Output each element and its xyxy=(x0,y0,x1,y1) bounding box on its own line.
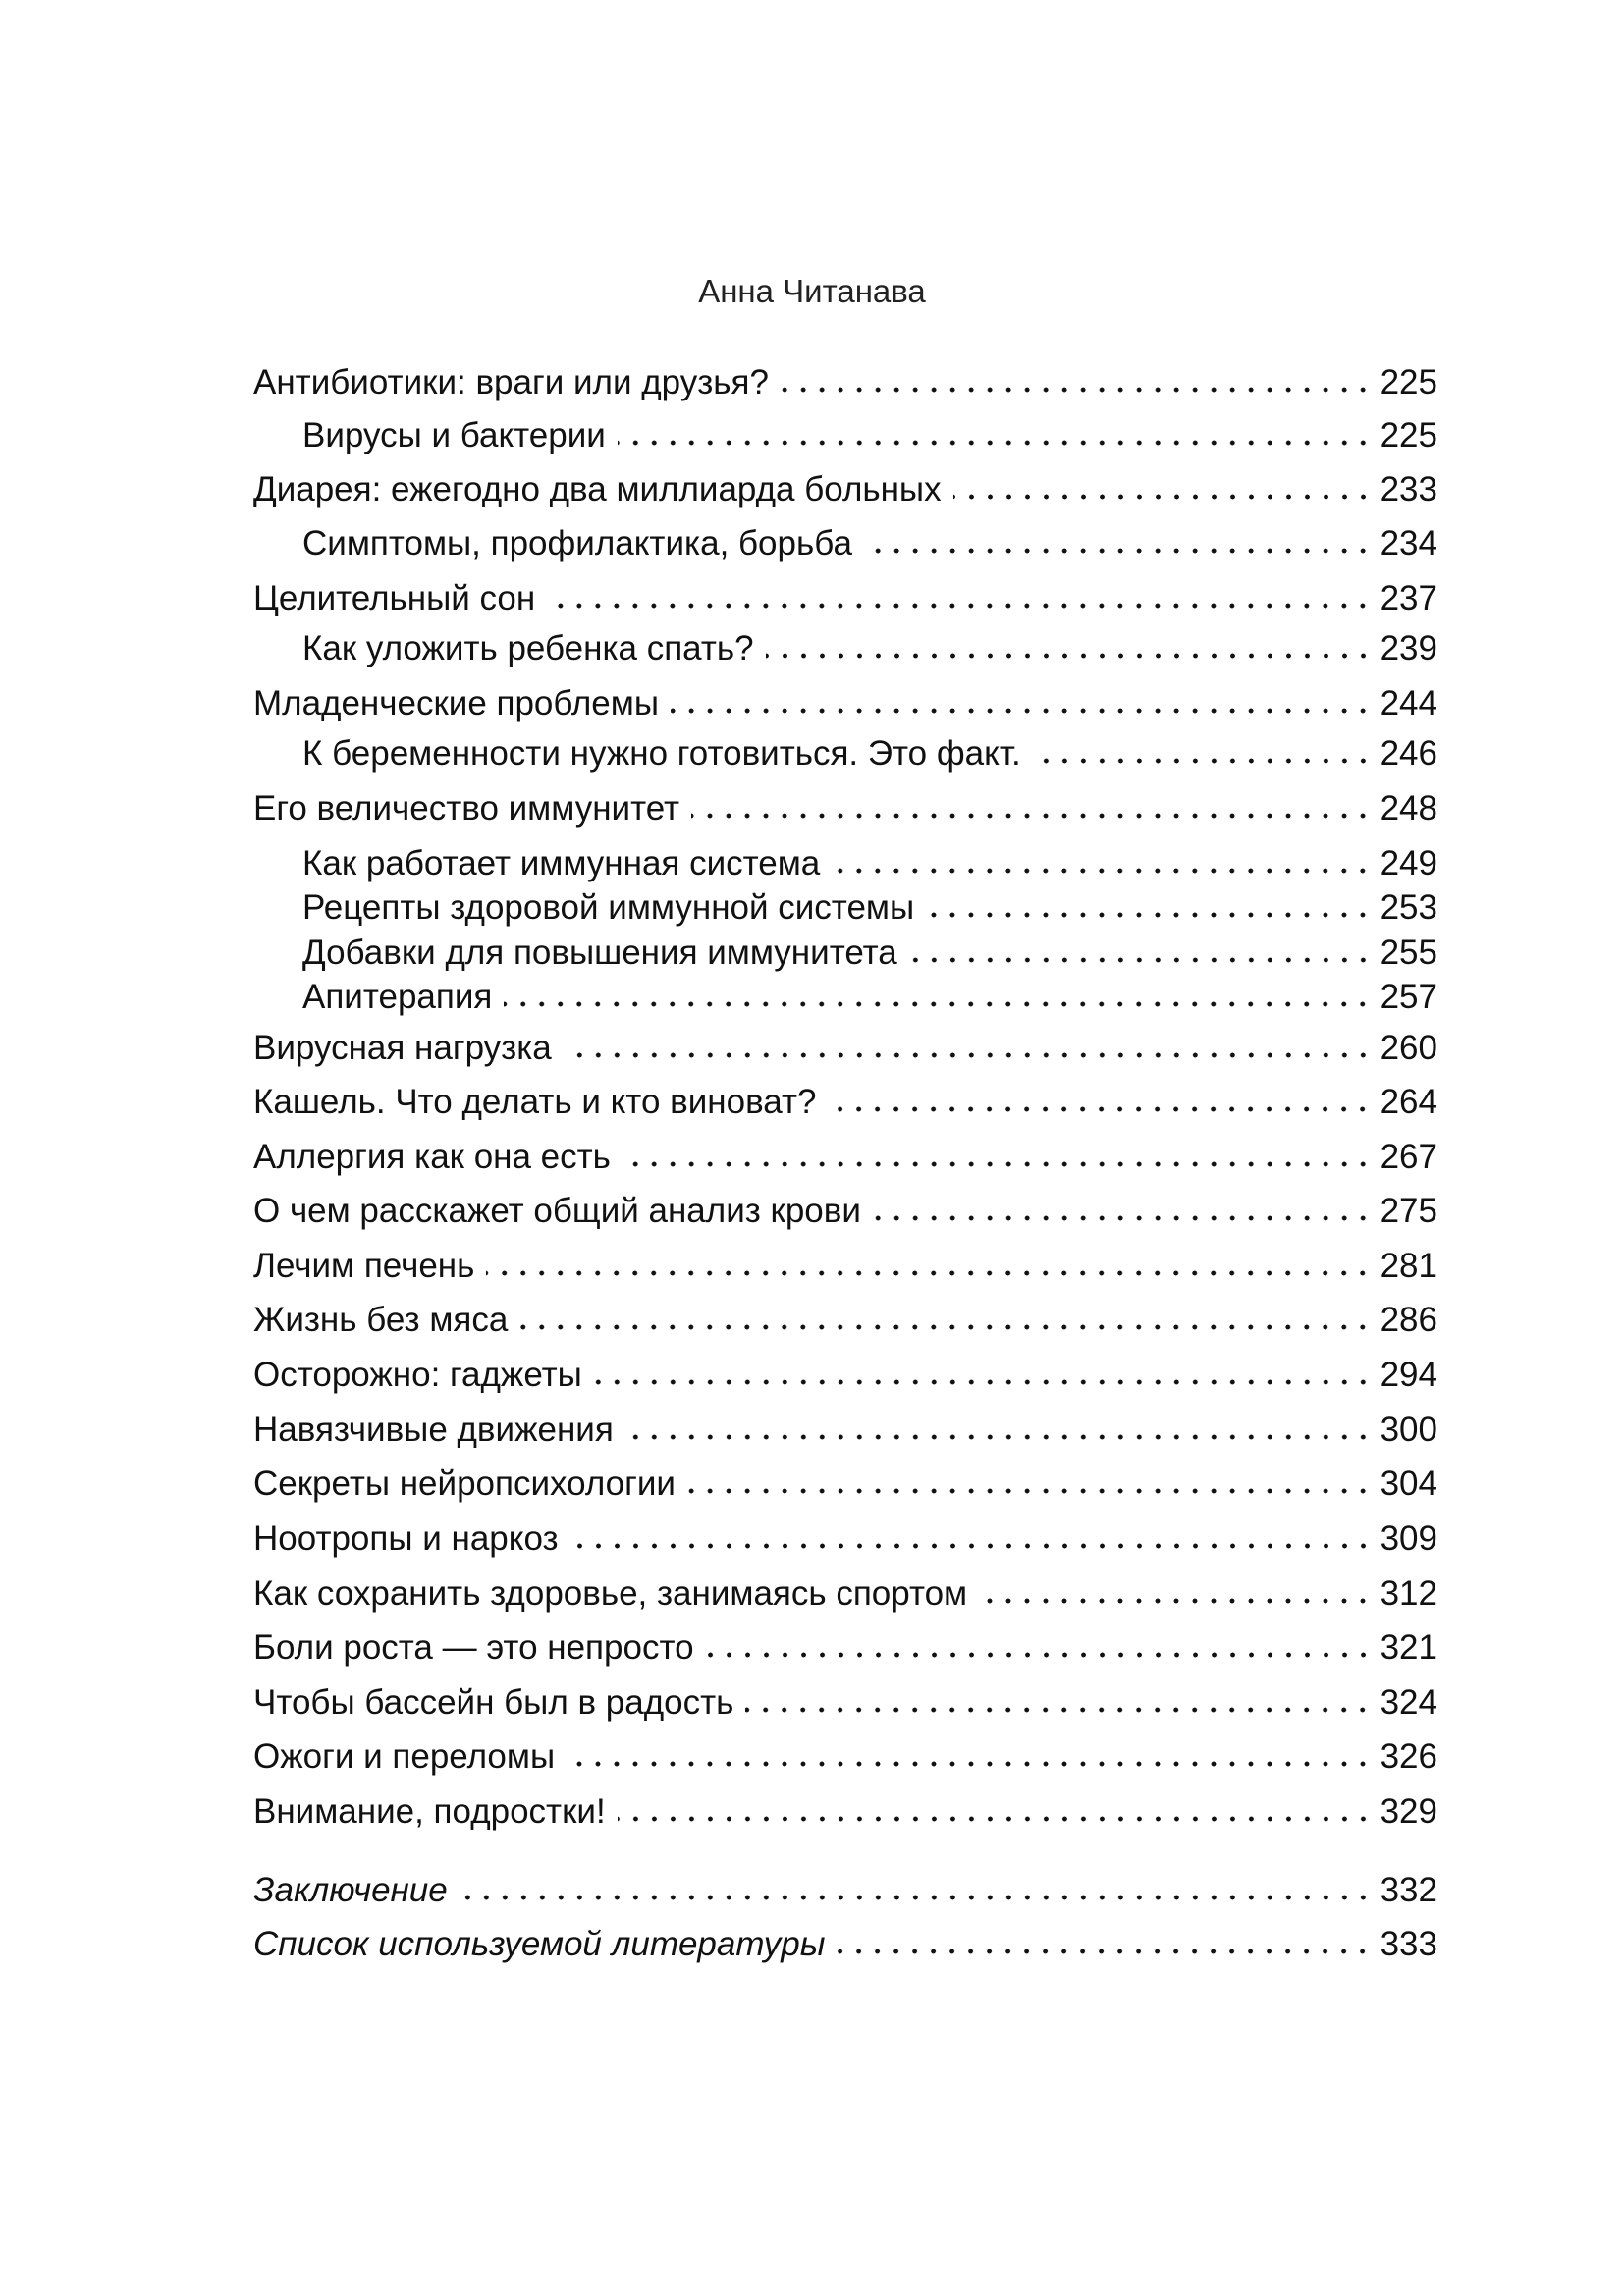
toc-entry-page: 234 xyxy=(1380,524,1437,562)
dot-leader xyxy=(625,1431,1373,1443)
toc-subentry xyxy=(302,885,1437,931)
toc-entry-page: 239 xyxy=(1380,629,1437,667)
toc-entry-page: 264 xyxy=(1380,1083,1437,1121)
dot-leader xyxy=(691,810,1373,822)
toc-entry-page: 257 xyxy=(1380,978,1437,1016)
toc-entry xyxy=(253,1080,1437,1125)
dot-leader xyxy=(547,600,1372,612)
toc-entry-title: Младенческие проблемы xyxy=(253,684,659,722)
toc-entry xyxy=(253,360,1437,405)
toc-entry-page: 281 xyxy=(1380,1247,1437,1285)
toc-entry-title: Аллергия как она есть xyxy=(253,1138,611,1176)
dot-leader xyxy=(570,1540,1373,1552)
toc-entry xyxy=(253,1353,1437,1398)
toc-entry-title: Список используемой литературы xyxy=(253,1925,826,1963)
dot-leader xyxy=(979,1595,1372,1607)
toc-entry xyxy=(253,1681,1437,1726)
toc-entry-title: Заключение xyxy=(253,1871,448,1909)
dot-leader xyxy=(618,1813,1373,1825)
toc-entry xyxy=(253,1244,1437,1289)
toc-entry-page: 312 xyxy=(1380,1575,1437,1613)
toc-entry xyxy=(253,1135,1437,1180)
toc-entry-page: 237 xyxy=(1380,579,1437,617)
running-header: Анна Читанава xyxy=(698,273,926,309)
dot-leader xyxy=(1033,755,1373,767)
toc-subentry xyxy=(302,731,1437,776)
toc-subentry xyxy=(302,521,1437,566)
toc-subentry xyxy=(302,413,1437,458)
toc-entry-page: 304 xyxy=(1380,1465,1437,1503)
toc-entry-title: Диарея: ежегодно два миллиарда больных xyxy=(253,470,942,508)
toc-entry-page: 324 xyxy=(1380,1683,1437,1722)
dot-leader xyxy=(837,1946,1372,1957)
toc-entry-title: Навязчивые движения xyxy=(253,1411,614,1449)
toc-entry xyxy=(253,786,1437,831)
toc-entry-title: К беременности нужно готовиться. Это факт. xyxy=(302,734,1021,773)
toc-entry-title: Внимание, подростки! xyxy=(253,1792,606,1831)
dot-leader xyxy=(745,1704,1372,1716)
toc-entry xyxy=(253,1462,1437,1507)
toc-entry-title: Рецепты здоровой иммунной системы xyxy=(302,888,915,927)
toc-subentry xyxy=(302,841,1437,886)
toc-entry-page: 321 xyxy=(1380,1629,1437,1667)
toc-entry-title: Жизнь без мяса xyxy=(253,1301,509,1339)
toc-entry-page: 244 xyxy=(1380,684,1437,722)
toc-entry-page: 309 xyxy=(1380,1520,1437,1558)
dot-leader xyxy=(828,1103,1372,1115)
toc-entry-page: 300 xyxy=(1380,1411,1437,1449)
toc-entry-title: Симптомы, профилактика, борьба xyxy=(302,524,852,562)
toc-entry-title: Его величество иммунитет xyxy=(253,789,680,828)
dot-leader xyxy=(781,384,1373,396)
dot-leader xyxy=(766,650,1373,662)
toc-entry-page: 267 xyxy=(1380,1138,1437,1176)
toc-entry-page: 248 xyxy=(1380,789,1437,828)
toc-entry-page: 246 xyxy=(1380,734,1437,773)
dot-leader xyxy=(671,705,1373,717)
toc-entry-title: Антибиотики: враги или друзья? xyxy=(253,363,769,401)
dot-leader xyxy=(486,1267,1372,1279)
toc-entry-bibliography xyxy=(253,1922,1437,1967)
toc-entry xyxy=(253,1735,1437,1780)
toc-entry-page: 225 xyxy=(1380,416,1437,454)
toc-entry xyxy=(253,1789,1437,1835)
toc-entry-title: Боли роста — это непросто xyxy=(253,1629,694,1667)
dot-leader xyxy=(618,437,1373,449)
toc-subentry xyxy=(302,931,1437,976)
toc-entry xyxy=(253,576,1437,621)
toc-entry-conclusion xyxy=(253,1868,1437,1913)
toc-entry-page: 286 xyxy=(1380,1301,1437,1339)
dot-leader xyxy=(460,1892,1373,1903)
toc-entry-title: Секреты нейропсихологии xyxy=(253,1465,676,1503)
toc-entry-title: Лечим печень xyxy=(253,1247,475,1285)
toc-entry-title: Вирусы и бактерии xyxy=(302,416,606,454)
toc-entry-page: 332 xyxy=(1380,1871,1437,1909)
toc-entry-title: Ноотропы и наркоз xyxy=(253,1520,559,1558)
toc-entry xyxy=(253,681,1437,726)
toc-entry-page: 326 xyxy=(1380,1737,1437,1776)
toc-entry xyxy=(253,467,1437,512)
toc-entry-title: О чем расскажет общий анализ крови xyxy=(253,1192,861,1230)
dot-leader xyxy=(953,491,1373,503)
toc-entry-page: 249 xyxy=(1380,844,1437,882)
dot-leader xyxy=(687,1485,1373,1497)
toc-subentry xyxy=(302,975,1437,1020)
toc-entry-title: Целительный сон xyxy=(253,579,536,617)
toc-entry-title: Как сохранить здоровье, занимаясь спортом xyxy=(253,1575,968,1613)
toc-entry-title: Вирусная нагрузка xyxy=(253,1029,552,1067)
dot-leader xyxy=(623,1158,1373,1170)
dot-leader xyxy=(909,954,1373,966)
toc-entry xyxy=(253,1298,1437,1343)
dot-leader xyxy=(567,1758,1372,1770)
toc-entry-page: 275 xyxy=(1380,1192,1437,1230)
toc-entry-title: Чтобы бассейн был в радость xyxy=(253,1683,734,1722)
toc-entry xyxy=(253,1626,1437,1671)
toc-entry xyxy=(253,1517,1437,1562)
toc-entry-page: 294 xyxy=(1380,1356,1437,1394)
dot-leader xyxy=(504,998,1372,1010)
dot-leader xyxy=(706,1649,1373,1661)
toc-entry-title: Ожоги и переломы xyxy=(253,1737,556,1776)
toc-entry xyxy=(253,1026,1437,1071)
toc-entry-page: 253 xyxy=(1380,888,1437,927)
toc-entry-title: Апитерапия xyxy=(302,978,493,1016)
toc-entry-page: 260 xyxy=(1380,1029,1437,1067)
dot-leader xyxy=(832,865,1372,877)
toc-entry xyxy=(253,1189,1437,1234)
toc-entry-page: 333 xyxy=(1380,1925,1437,1963)
toc-subentry xyxy=(302,626,1437,671)
dot-leader xyxy=(926,909,1372,921)
dot-leader xyxy=(594,1376,1373,1388)
toc-entry xyxy=(253,1408,1437,1453)
toc-entry xyxy=(253,1572,1437,1617)
dot-leader xyxy=(873,1212,1373,1224)
toc-entry-page: 329 xyxy=(1380,1792,1437,1831)
toc-entry-title: Как уложить ребенка спать? xyxy=(302,629,754,667)
dot-leader xyxy=(864,545,1373,557)
toc-entry-page: 255 xyxy=(1380,934,1437,972)
toc-entry-page: 225 xyxy=(1380,363,1437,401)
toc-entry-title: Кашель. Что делать и кто виноват? xyxy=(253,1083,817,1121)
toc-entry-title: Добавки для повышения иммунитета xyxy=(302,934,897,972)
toc-entry-title: Осторожно: гаджеты xyxy=(253,1356,582,1394)
toc-entry-page: 233 xyxy=(1380,470,1437,508)
dot-leader xyxy=(564,1049,1373,1061)
dot-leader xyxy=(519,1321,1372,1333)
toc-entry-title: Как работает иммунная система xyxy=(302,844,821,882)
